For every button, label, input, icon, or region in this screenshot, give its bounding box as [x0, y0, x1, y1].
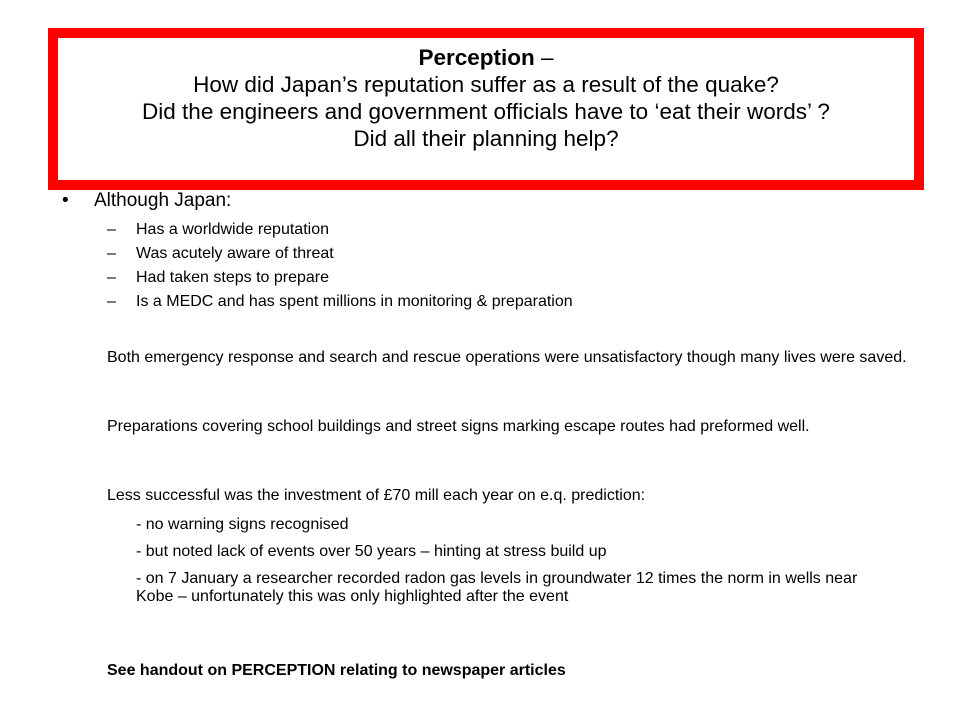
paragraph-preparations: Preparations covering school buildings and street signs marking escape routes had preformed well. — [107, 418, 810, 435]
sub-bullet-marker: – — [107, 221, 116, 238]
sub-bullet-item — [107, 266, 573, 290]
sub-bullet-item — [107, 290, 573, 314]
prediction-point: - on 7 January a researcher recorded radon gas levels in groundwater 12 times the norm in wells near Kobe – unfortunately this was only highlighted after the event — [136, 570, 858, 605]
sub-bullet-item — [107, 218, 573, 242]
sub-bullet-marker: – — [107, 245, 116, 262]
sub-bullet-marker: – — [107, 293, 116, 310]
bullet-text: Although Japan: — [94, 190, 232, 211]
sub-bullet-text: Has a worldwide reputation — [136, 221, 329, 238]
title-question-1: How did Japan’s reputation suffer as a result of the quake? — [193, 72, 779, 97]
title-question-2: Did the engineers and government officials have to ‘eat their words’ ? — [142, 99, 830, 124]
title-heading: Perception — [418, 45, 535, 70]
sub-bullet-list — [107, 218, 573, 314]
sub-bullet-text: Had taken steps to prepare — [136, 269, 330, 286]
sub-bullet-text: Was acutely aware of threat — [136, 245, 334, 262]
bullet-marker: • — [62, 190, 69, 211]
bullet-although-japan — [62, 189, 231, 213]
prediction-point: - no warning signs recognised — [136, 516, 349, 533]
paragraph-emergency-response: Both emergency response and search and rescue operations were unsatisfactory though many lives were saved. — [107, 349, 907, 366]
paragraph-prediction-investment: Less successful was the investment of £70 mill each year on e.q. prediction: — [107, 487, 646, 504]
sub-bullet-text: Is a MEDC and has spent millions in monitoring & preparation — [136, 293, 573, 310]
title-dash: – — [534, 45, 554, 70]
sub-bullet-item — [107, 242, 573, 266]
handout-note: See handout on PERCEPTION relating to newspaper articles — [107, 662, 566, 679]
prediction-point: - but noted lack of events over 50 years – hinting at stress build up — [136, 543, 607, 560]
sub-bullet-marker: – — [107, 269, 116, 286]
title-question-3: Did all their planning help? — [353, 126, 619, 151]
